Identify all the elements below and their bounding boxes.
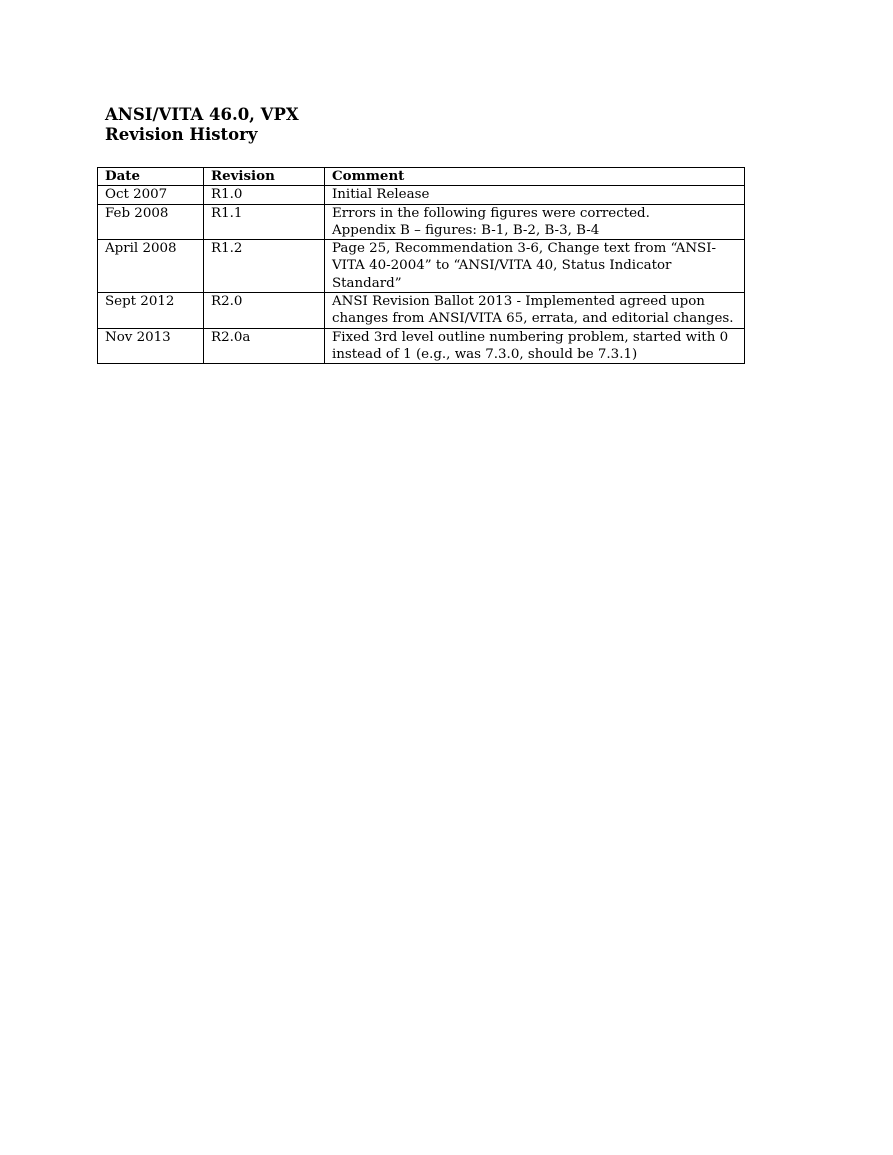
header-revision: Revision	[204, 168, 325, 186]
row-comment: ANSI Revision Ballot 2013 - Implemented agreed upon changes from ANSI/VITA 65, errata, and editorial changes.	[325, 293, 745, 329]
table-row	[98, 293, 745, 329]
row-date: Sept 2012	[98, 293, 204, 329]
table-row	[98, 328, 745, 364]
header-date: Date	[98, 168, 204, 186]
page-heading	[105, 105, 299, 145]
row-date: Nov 2013	[98, 328, 204, 364]
row-comment: Errors in the following figures were corrected. Appendix B – figures: B-1, B-2, B-3, B-4	[325, 204, 745, 240]
row-comment: Initial Release	[325, 186, 745, 204]
row-date: Feb 2008	[98, 204, 204, 240]
row-revision: R1.2	[204, 240, 325, 293]
row-date: Oct 2007	[98, 186, 204, 204]
row-revision: R1.1	[204, 204, 325, 240]
table-row	[98, 186, 745, 204]
table-header-row	[98, 168, 745, 186]
document-subtitle: Revision History	[105, 125, 258, 144]
row-revision: R1.0	[204, 186, 325, 204]
row-comment: Fixed 3rd level outline numbering problem, started with 0 instead of 1 (e.g., was 7.3.0, should be 7.3.1)	[325, 328, 745, 364]
row-date: April 2008	[98, 240, 204, 293]
table-row	[98, 240, 745, 293]
row-revision: R2.0	[204, 293, 325, 329]
table-row	[98, 204, 745, 240]
row-revision: R2.0a	[204, 328, 325, 364]
header-comment: Comment	[325, 168, 745, 186]
row-comment: Page 25, Recommendation 3-6, Change text from “ANSI-VITA 40-2004” to “ANSI/VITA 40, Status Indicator Standard”	[325, 240, 745, 293]
revision-history-table	[97, 167, 745, 364]
document-title: ANSI/VITA 46.0, VPX	[105, 105, 299, 124]
